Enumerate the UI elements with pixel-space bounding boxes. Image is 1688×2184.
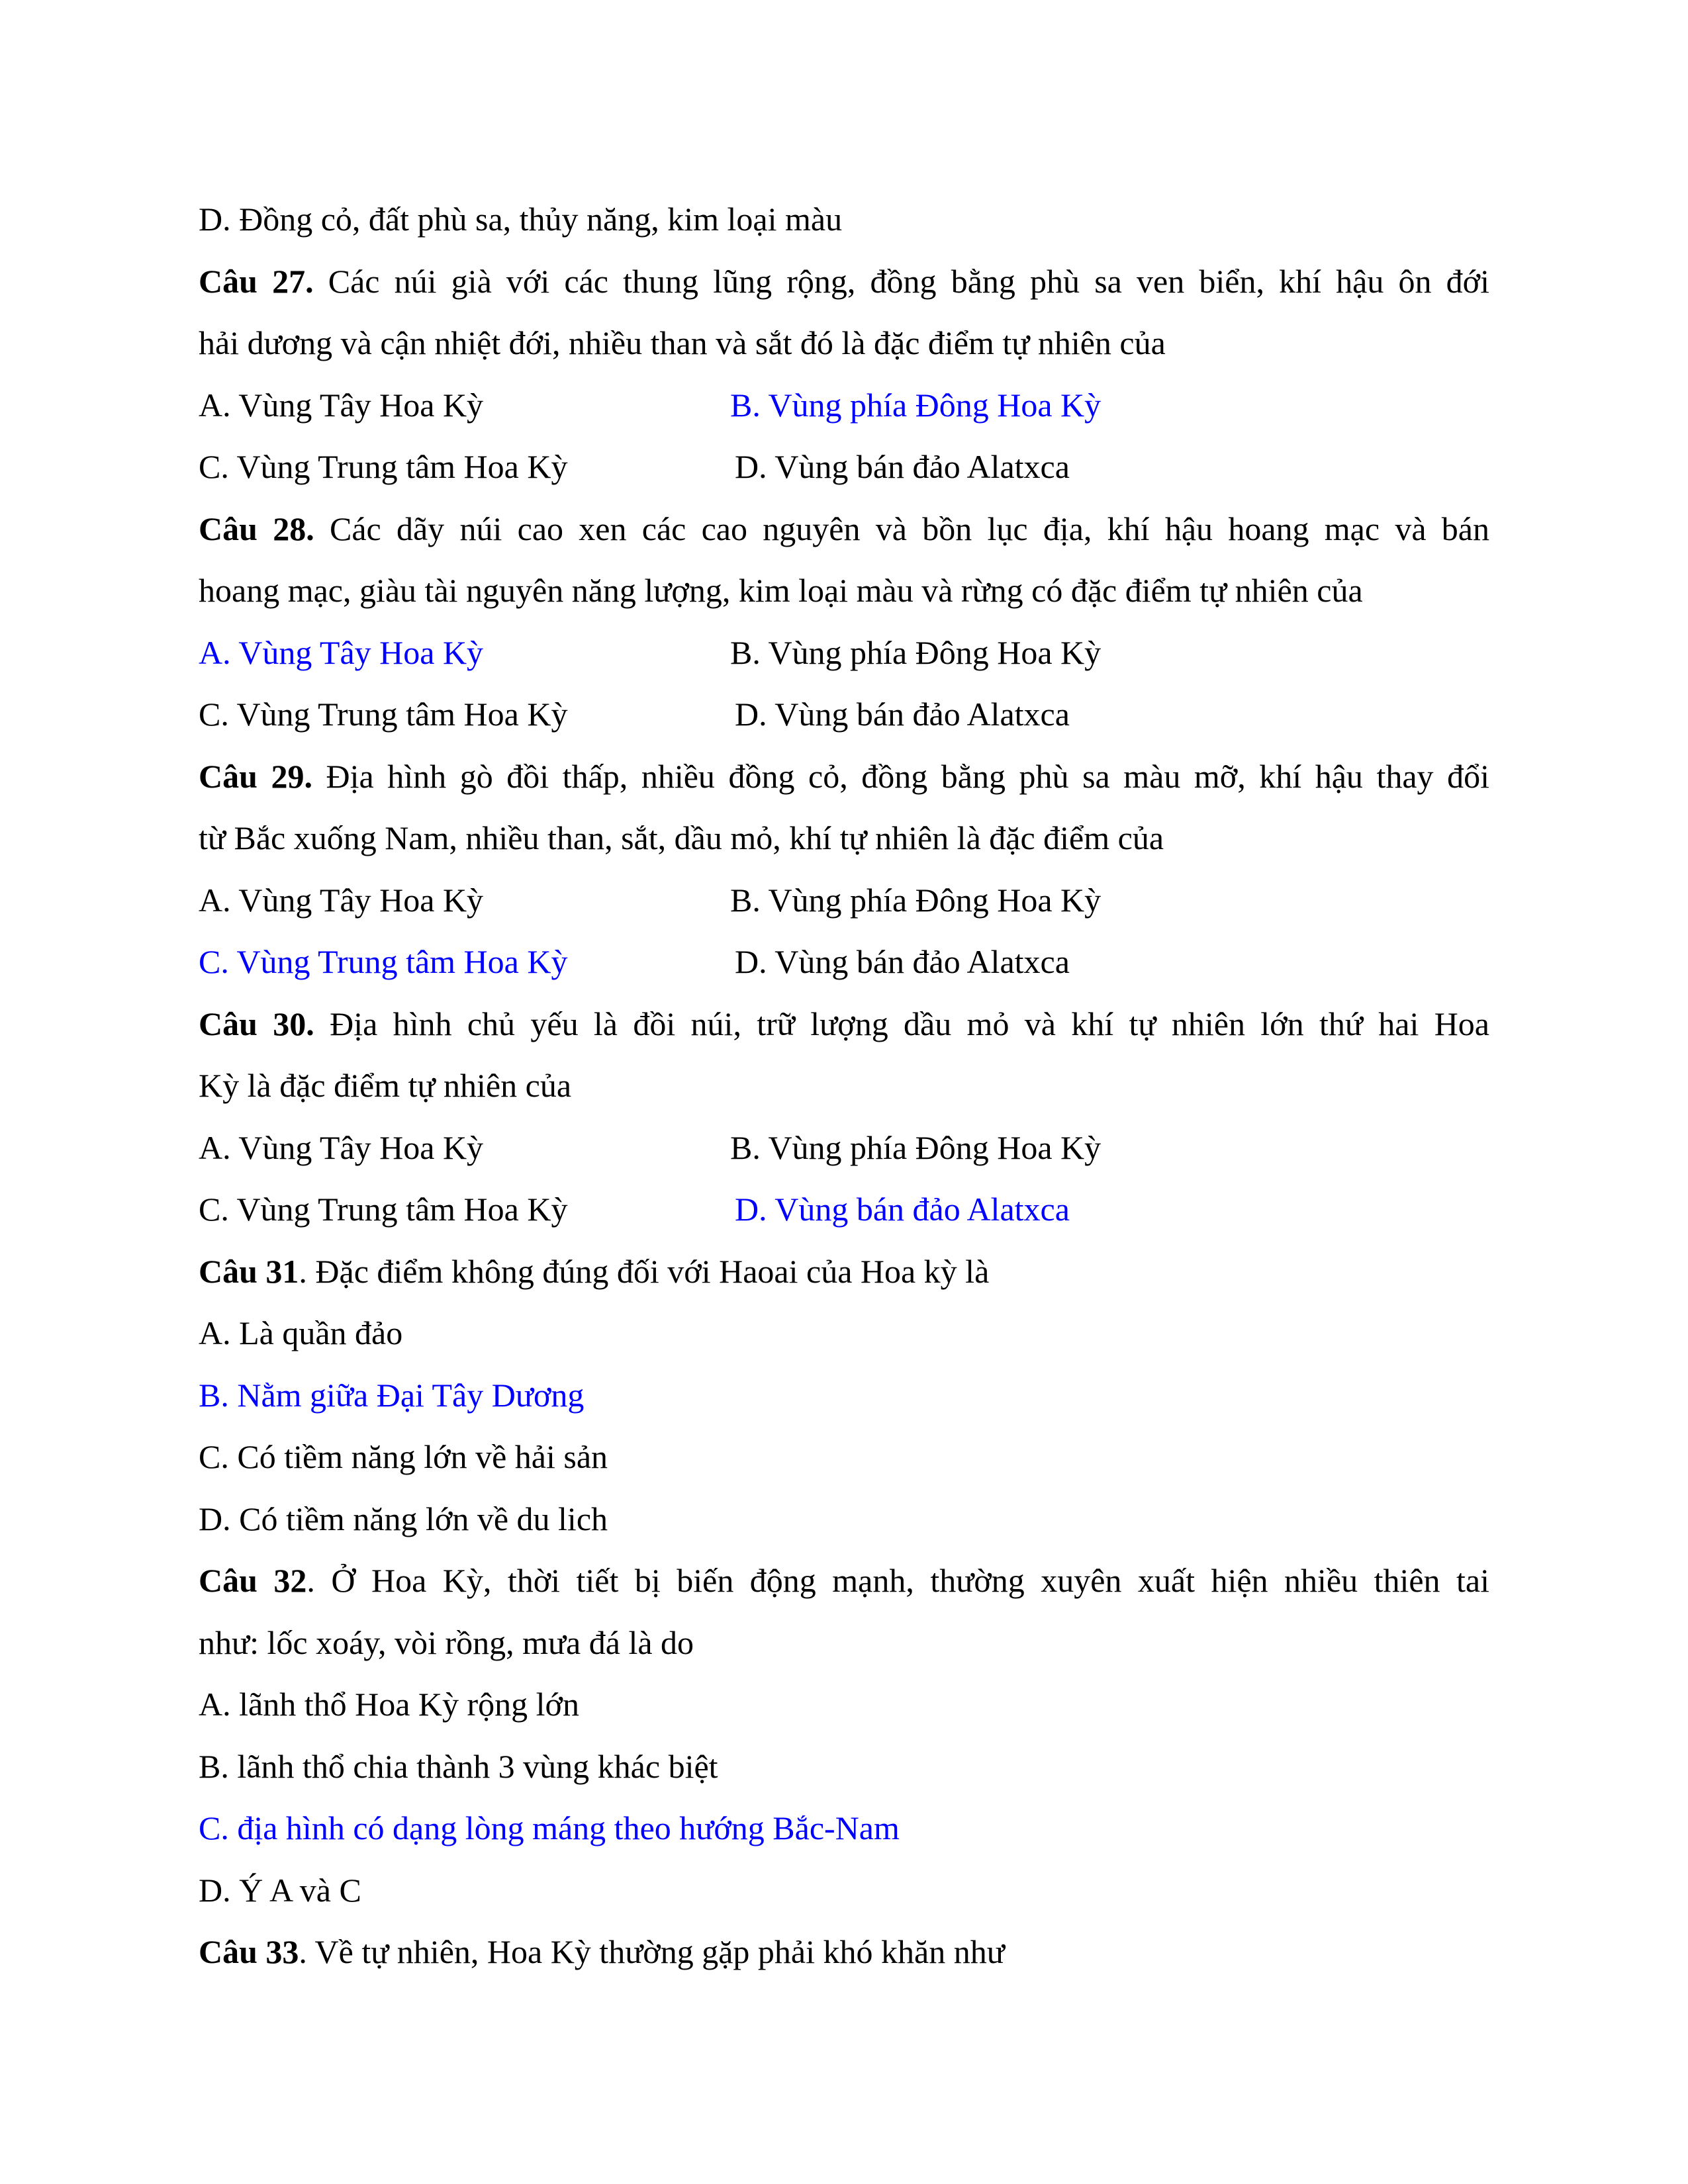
question-30-options-ab xyxy=(199,1117,1489,1179)
question-28-line-2: hoang mạc, giàu tài nguyên năng lượng, kim loại màu và rừng có đặc điểm tự nhiên của xyxy=(199,572,1363,609)
question-30-label: Câu 30. xyxy=(199,1005,314,1042)
question-27-label: Câu 27. xyxy=(199,262,314,300)
question-27-options-ab xyxy=(199,375,1489,437)
q27-option-a: A. Vùng Tây Hoa Kỳ xyxy=(199,386,484,424)
question-29-label: Câu 29. xyxy=(199,757,312,795)
question-30-text-1: Địa hình chủ yếu là đồi núi, trữ lượng dầu mỏ và khí tự nhiên lớn thứ hai Hoa xyxy=(314,1005,1489,1042)
q28-option-c: C. Vùng Trung tâm Hoa Kỳ xyxy=(199,696,568,733)
question-30-options-cd xyxy=(199,1179,1489,1241)
q32-option-c: C. địa hình có dạng lòng máng theo hướng Bắc-Nam xyxy=(199,1809,900,1846)
question-29-options-ab xyxy=(199,870,1489,932)
q30-option-c: C. Vùng Trung tâm Hoa Kỳ xyxy=(199,1191,568,1228)
question-28-text-1: Các dãy núi cao xen các cao nguyên và bồn lục địa, khí hậu hoang mạc và bán xyxy=(314,510,1489,547)
question-28-options-cd xyxy=(199,684,1489,746)
q32-option-d: D. Ý A và C xyxy=(199,1871,361,1909)
q31-option-c: C. Có tiềm năng lớn về hải sản xyxy=(199,1438,608,1475)
question-27-line-1 xyxy=(199,251,1489,313)
question-28-options-ab xyxy=(199,622,1489,684)
question-33-text-1: . Về tự nhiên, Hoa Kỳ thường gặp phải khó khăn như xyxy=(299,1933,1005,1970)
question-29-line-2: từ Bắc xuống Nam, nhiều than, sắt, dầu mỏ, khí tự nhiên là đặc điểm của xyxy=(199,819,1164,856)
question-33-line-1 xyxy=(199,1921,1489,1983)
q27-option-b: B. Vùng phía Đông Hoa Kỳ xyxy=(730,386,1102,424)
option-d-previous: D. Đồng cỏ, đất phù sa, thủy năng, kim loại màu xyxy=(199,201,843,238)
question-32-text-1: . Ở Hoa Kỳ, thời tiết bị biến động mạnh, thường xuyên xuất hiện nhiều thiên tai xyxy=(306,1562,1489,1599)
q30-option-a: A. Vùng Tây Hoa Kỳ xyxy=(199,1128,484,1166)
q31-option-d: D. Có tiềm năng lớn về du lich xyxy=(199,1500,608,1537)
q32-option-b: B. lãnh thổ chia thành 3 vùng khác biệt xyxy=(199,1747,718,1785)
question-33-label: Câu 33 xyxy=(199,1933,299,1970)
q32-option-a: A. lãnh thổ Hoa Kỳ rộng lớn xyxy=(199,1686,579,1723)
question-31-line-1 xyxy=(199,1241,1489,1303)
q31-option-b: B. Nằm giữa Đại Tây Dương xyxy=(199,1376,585,1414)
document-page xyxy=(199,189,1489,1983)
q29-option-b: B. Vùng phía Đông Hoa Kỳ xyxy=(730,881,1102,919)
question-28-label: Câu 28. xyxy=(199,510,314,547)
question-29-text-1: Địa hình gò đồi thấp, nhiều đồng cỏ, đồng bằng phù sa màu mỡ, khí hậu thay đổi xyxy=(312,757,1489,795)
question-29-options-cd xyxy=(199,931,1489,993)
q27-option-c: C. Vùng Trung tâm Hoa Kỳ xyxy=(199,448,568,485)
question-32-line-2: như: lốc xoáy, vòi rồng, mưa đá là do xyxy=(199,1623,694,1661)
question-29-line-1 xyxy=(199,746,1489,808)
q28-option-d: D. Vùng bán đảo Alatxca xyxy=(735,696,1070,733)
q28-option-b: B. Vùng phía Đông Hoa Kỳ xyxy=(730,633,1102,671)
question-27-line-2: hải dương và cận nhiệt đới, nhiều than và sắt đó là đặc điểm tự nhiên của xyxy=(199,324,1166,361)
q31-option-a: A. Là quần đảo xyxy=(199,1314,403,1351)
q30-option-b: B. Vùng phía Đông Hoa Kỳ xyxy=(730,1128,1102,1166)
question-32-line-1 xyxy=(199,1550,1489,1612)
q29-option-c: C. Vùng Trung tâm Hoa Kỳ xyxy=(199,943,568,980)
question-31-text-1: . Đặc điểm không đúng đối với Haoai của Hoa kỳ là xyxy=(299,1252,990,1290)
question-32-label: Câu 32 xyxy=(199,1562,307,1599)
question-27-options-cd xyxy=(199,436,1489,498)
question-28-line-1 xyxy=(199,498,1489,561)
question-31-label: Câu 31 xyxy=(199,1252,299,1290)
q29-option-a: A. Vùng Tây Hoa Kỳ xyxy=(199,881,484,919)
question-27-text-1: Các núi già với các thung lũng rộng, đồng bằng phù sa ven biển, khí hậu ôn đới xyxy=(313,262,1489,300)
q28-option-a: A. Vùng Tây Hoa Kỳ xyxy=(199,633,484,671)
q27-option-d: D. Vùng bán đảo Alatxca xyxy=(735,448,1070,485)
question-30-line-1 xyxy=(199,993,1489,1056)
q29-option-d: D. Vùng bán đảo Alatxca xyxy=(735,943,1070,980)
q30-option-d: D. Vùng bán đảo Alatxca xyxy=(735,1191,1070,1228)
question-30-line-2: Kỳ là đặc điểm tự nhiên của xyxy=(199,1067,572,1104)
